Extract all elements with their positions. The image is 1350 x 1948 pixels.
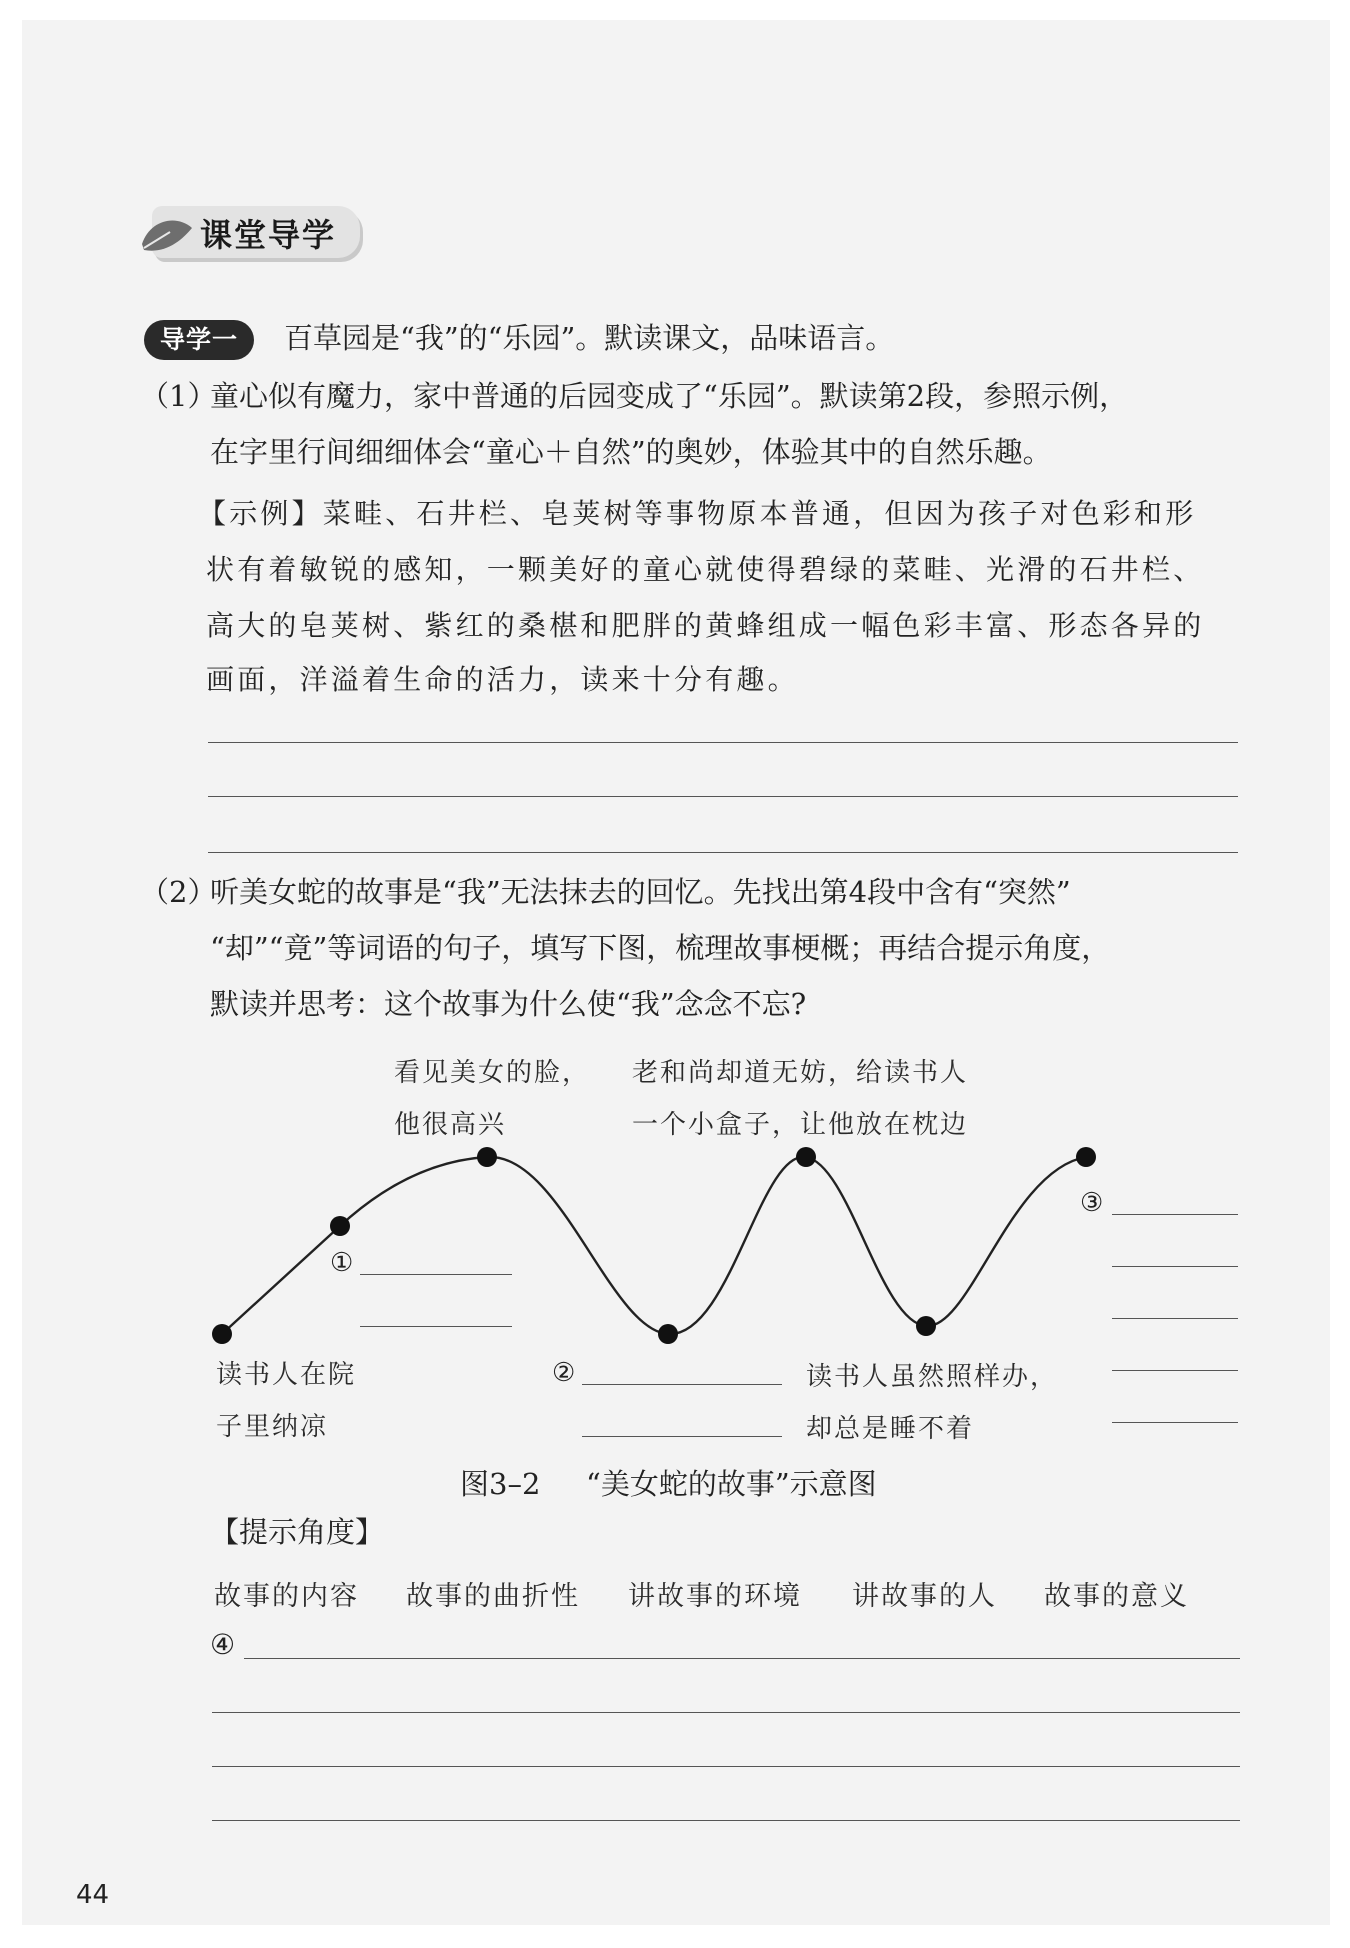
story-point-valley2 — [916, 1316, 936, 1336]
story-curve — [222, 1157, 1086, 1334]
story-point-valley1 — [658, 1324, 678, 1344]
peak2-label-line2: 一个小盒子，让他放在枕边 — [632, 1110, 969, 1140]
valley2-label-line1: 读书人虽然照样办， — [806, 1362, 1059, 1392]
q1-number: （1） — [140, 379, 217, 413]
blank2-line[interactable] — [582, 1384, 782, 1385]
q2-line3: 默读并思考：这个故事为什么使“我”念念不忘? — [210, 987, 807, 1021]
hint-item: 故事的内容 — [214, 1581, 359, 1612]
page-number: 44 — [76, 1880, 110, 1910]
q1-line2: 在字里行间细细体会“童心＋自然”的奥妙，体验其中的自然乐趣。 — [210, 435, 1052, 469]
blank3-line[interactable] — [1112, 1422, 1238, 1423]
peak1-label-line1: 看见美女的脸， — [394, 1058, 591, 1088]
q2-line1: 听美女蛇的故事是“我”无法抹去的回忆。先找出第4段中含有“突然” — [210, 875, 1071, 909]
answer-line[interactable] — [212, 1766, 1240, 1767]
blank3-line[interactable] — [1112, 1266, 1238, 1267]
blank2-line[interactable] — [582, 1436, 782, 1437]
example-line: 高大的皂荚树、紫红的桑椹和肥胖的黄蜂组成一幅色彩丰富、形态各异的 — [206, 609, 1205, 642]
blank1-marker: ① — [330, 1248, 354, 1278]
answer4-marker: ④ — [210, 1628, 236, 1661]
story-point-1 — [330, 1216, 350, 1236]
hints-title: 【提示角度】 — [210, 1515, 385, 1549]
section-title: 课堂导学 — [200, 216, 337, 254]
blank3-line[interactable] — [1112, 1318, 1238, 1319]
figure-number: 图3–2 — [460, 1467, 541, 1501]
peak2-label-line1: 老和尚却道无妨，给读书人 — [632, 1058, 969, 1088]
guide-title: 百草园是“我”的“乐园”。默读课文，品味语言。 — [284, 321, 895, 355]
guide-badge: 导学一 — [144, 320, 254, 360]
peak1-label-line2: 他很高兴 — [394, 1110, 507, 1140]
q2-line2: “却”“竟”等词语的句子，填写下图，梳理故事梗概；再结合提示角度， — [210, 931, 1111, 965]
blank3-marker: ③ — [1080, 1188, 1104, 1218]
blank1-line[interactable] — [360, 1274, 512, 1275]
answer-line[interactable] — [212, 1820, 1240, 1821]
hint-item: 故事的曲折性 — [406, 1581, 580, 1612]
answer-line[interactable] — [244, 1658, 1240, 1659]
example-line: 状有着敏锐的感知，一颗美好的童心就使得碧绿的菜畦、光滑的石井栏、 — [206, 553, 1205, 586]
story-point-peak2 — [796, 1147, 816, 1167]
story-point-start — [212, 1324, 232, 1344]
example-line: 画面，洋溢着生命的活力，读来十分有趣。 — [206, 663, 799, 696]
hint-item: 讲故事的人 — [852, 1581, 997, 1612]
start-label-line1: 读书人在院 — [216, 1360, 357, 1390]
start-label-line2: 子里纳凉 — [216, 1412, 329, 1442]
valley2-label-line2: 却总是睡不着 — [806, 1414, 975, 1444]
blank2-marker: ② — [552, 1358, 576, 1388]
story-point-end — [1076, 1147, 1096, 1167]
blank1-line[interactable] — [360, 1326, 512, 1327]
answer-line[interactable] — [212, 1712, 1240, 1713]
hint-item: 故事的意义 — [1044, 1581, 1189, 1612]
hint-item: 讲故事的环境 — [628, 1581, 802, 1612]
q2-number: （2） — [140, 875, 217, 909]
story-point-peak1 — [477, 1147, 497, 1167]
q1-line1: 童心似有魔力，家中普通的后园变成了“乐园”。默读第2段，参照示例， — [210, 379, 1129, 413]
example-line: 【示例】菜畦、石井栏、皂荚树等事物原本普通，但因为孩子对色彩和形 — [198, 497, 1197, 530]
blank3-line[interactable] — [1112, 1214, 1238, 1215]
figure-caption: “美女蛇的故事”示意图 — [586, 1467, 877, 1501]
blank3-line[interactable] — [1112, 1370, 1238, 1371]
